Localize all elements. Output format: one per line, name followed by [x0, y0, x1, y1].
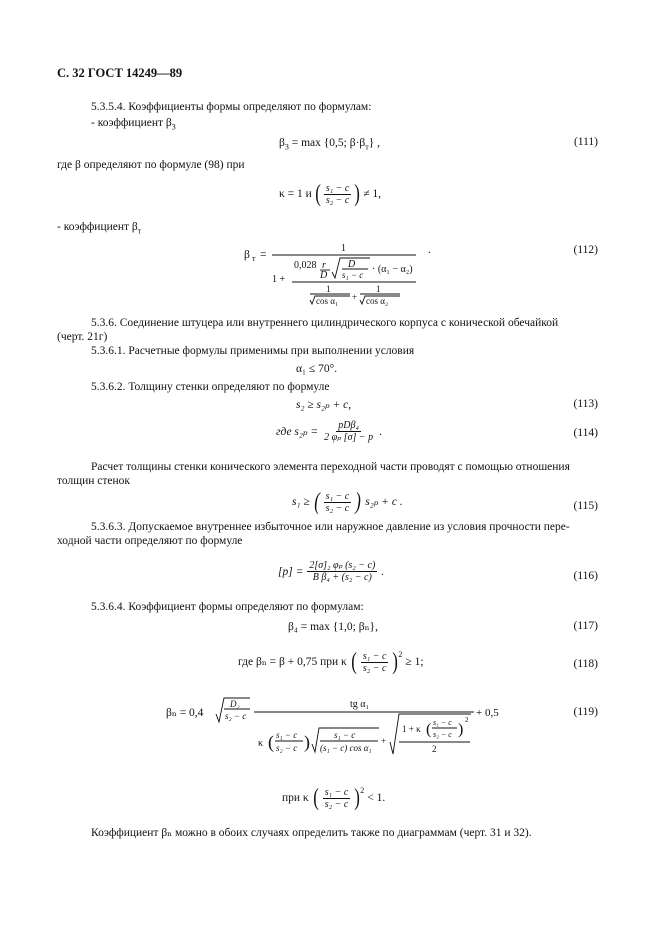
f119-lhs: βₙ = 0,4: [166, 707, 204, 719]
f112-plus: +: [352, 292, 358, 302]
f111-lhs-sub: 3: [284, 142, 289, 152]
f119-r-bot: s₂ − c: [433, 730, 452, 739]
f115-pre: s₁ ≥: [292, 496, 310, 508]
f114-top: pDβ₄: [338, 420, 359, 431]
f111-rhs-end: } ,: [368, 137, 381, 149]
formula-115: [292, 490, 403, 514]
eq-number-111: (111): [573, 136, 598, 148]
f116-pre: [p] =: [278, 565, 304, 578]
f116-top: 2[σ]₂ φₚ (s₂ − c): [309, 560, 376, 571]
para-calc-b: толщин стенок: [57, 475, 130, 487]
f114-fraction: [322, 420, 375, 443]
f119-D2: D₂: [230, 699, 240, 709]
para-5354: 5.3.5.4. Коэффициенты формы определяют по формулам:: [91, 101, 372, 113]
f119-s1c: s₁ − c: [276, 730, 298, 740]
para-536-a: 5.3.6. Соединение штуцера или внутреннего цилиндрического корпуса с конической обечайкой: [91, 317, 559, 329]
c119-fraction: [323, 787, 351, 810]
f112-one: 1: [341, 243, 346, 254]
f119-s2c-b: s₂ − c: [276, 743, 298, 753]
f112-alpha: · (α₁ − α₂): [372, 264, 413, 275]
eq-number-115: (115): [573, 500, 598, 512]
f116-fraction: [307, 560, 377, 583]
c119-exp: 2: [360, 786, 365, 795]
f116-bot: B β₄ + (s₂ − c): [312, 572, 372, 583]
para-final: Коэффициент βₙ можно в обоих случаях определить также по диаграммам (черт. 31 и 32).: [91, 827, 532, 839]
f112-dot: .: [428, 244, 431, 256]
f112-cos2: cos α₂: [366, 296, 389, 306]
f119-two: 2: [432, 744, 437, 754]
eq-number-117: (117): [573, 620, 598, 632]
eq-number-119: (119): [573, 706, 598, 718]
f118-exp: 2: [398, 650, 403, 659]
cond-119: [282, 786, 385, 810]
f115-post: s₂ₚ + c .: [365, 496, 403, 508]
eq-number-113: (113): [573, 398, 598, 410]
paren-right: ): [354, 181, 361, 207]
f118-post: ≥ 1;: [405, 656, 424, 668]
f112-s1c: s₁ − c: [342, 270, 364, 280]
formula-112: [240, 238, 440, 308]
f112-r: r: [322, 260, 326, 271]
para-5363-a: 5.3.6.3. Допускаемое внутреннее избыточное или наружное давление из условия прочности пере-: [91, 521, 570, 533]
f119-kappa: κ: [258, 738, 264, 749]
f119-inner-top: s₁ − c: [334, 730, 356, 740]
f116-post: .: [381, 565, 385, 578]
f112-inner-one: 1: [326, 284, 331, 294]
eq-number-114: (114): [573, 427, 598, 439]
para-5363-b: ходной части определяют по формуле: [57, 535, 243, 547]
f119-oneplus: 1 + κ: [402, 724, 421, 734]
cond-kappa: [279, 182, 381, 206]
f119-plus: +: [381, 736, 387, 746]
cond-kappa-pre: κ = 1 и: [279, 188, 312, 200]
f119-rrp: ): [458, 721, 464, 738]
f115-den: s₂ − c: [325, 502, 350, 514]
f112-cos1: cos α₁: [316, 296, 339, 306]
eq-number-118: (118): [573, 658, 598, 670]
f119-tg: tg α₁: [350, 699, 370, 710]
label-beta-t: [57, 220, 141, 238]
page-header: С. 32 ГОСТ 14249—89: [57, 66, 183, 80]
f112-lhs-sub: т: [252, 254, 256, 263]
f118-fraction: [361, 651, 389, 674]
label-beta3-text: - коэффициент β: [91, 117, 172, 129]
f111-rhs-sub: т: [365, 142, 369, 152]
formula-117: β₄ = max {1,0; βₙ},: [288, 621, 378, 633]
para-5364: 5.3.6.4. Коэффициент формы определяют по формулам:: [91, 601, 364, 613]
formula-118: [238, 650, 424, 674]
f115-num: s₁ − c: [325, 490, 350, 502]
f112-lhs: β: [244, 249, 250, 261]
f119-lparen: (: [268, 732, 274, 752]
formula-114: [276, 420, 382, 443]
f114-bot: 2 φₚ [σ] − p: [324, 432, 374, 443]
f112-D: D: [320, 270, 328, 281]
f119-rlp: (: [426, 721, 432, 738]
c119-den: s₂ − c: [324, 798, 349, 810]
where-beta: где β определяют по формуле (98) при: [57, 159, 245, 171]
f111-lhs: β: [279, 137, 285, 149]
para-536-b: (черт. 21г): [57, 331, 108, 343]
paren-right: ): [355, 489, 362, 515]
paren-right: ): [392, 649, 399, 675]
f112-plus1: 1 +: [272, 274, 286, 285]
f114-pre: где s₂ₚ =: [276, 425, 319, 438]
cond-kappa-post: ≠ 1,: [363, 188, 382, 200]
f119-rparen: ): [304, 732, 310, 752]
para-5362: 5.3.6.2. Толщину стенки определяют по формуле: [91, 381, 330, 393]
f118-pre: где βₙ = β + 0,75 при κ: [238, 656, 347, 668]
cond-kappa-den: s₂ − c: [325, 194, 350, 206]
f119-r-top: s₁ − c: [433, 718, 452, 727]
c119-post: < 1.: [367, 792, 386, 804]
label-beta3: [91, 116, 176, 134]
f119-inner-bot: (s₁ − c) cos α₁: [320, 743, 372, 753]
c119-num: s₁ − c: [324, 786, 349, 798]
formula-113: s₂ ≥ s₂ₚ + c,: [296, 399, 352, 411]
f118-den: s₂ − c: [362, 662, 387, 674]
label-beta3-sub: 3: [171, 122, 176, 132]
paren-right: ): [354, 785, 361, 811]
f111-rhs: = max {0,5; β·β: [288, 137, 366, 149]
para-calc-a: Расчет толщины стенки конического элемента переходной части проводят с помощью отношения: [91, 461, 570, 473]
f112-eq: =: [260, 249, 267, 261]
cond-kappa-num: s₁ − c: [325, 182, 350, 194]
f118-num: s₁ − c: [362, 650, 387, 662]
f115-fraction: [324, 491, 352, 514]
c119-pre: при κ: [282, 792, 309, 804]
f114-post: .: [379, 425, 383, 438]
label-beta-t-text: - коэффициент β: [57, 221, 138, 233]
eq-number-112: (112): [573, 244, 598, 256]
paren-left: (: [313, 489, 320, 515]
f112-c028: 0,028: [294, 260, 317, 271]
f119-exp: 2: [465, 716, 469, 724]
formula-119: [164, 692, 509, 764]
paren-left: (: [315, 181, 321, 207]
paren-left: (: [312, 785, 319, 811]
para-5361: 5.3.6.1. Расчетные формулы применимы при выполнении условия: [91, 345, 415, 357]
formula-111: [279, 136, 380, 154]
f112-inner-one-2: 1: [376, 284, 381, 294]
paren-left: (: [351, 649, 357, 675]
cond-alpha: α₁ ≤ 70°.: [296, 363, 338, 375]
label-beta-t-sub: т: [137, 226, 142, 236]
f119-s2c: s₂ − c: [225, 711, 247, 721]
formula-116: [278, 560, 384, 583]
eq-number-116: (116): [573, 570, 598, 582]
cond-kappa-fraction: [324, 183, 352, 206]
f112-sqD: D: [348, 259, 356, 270]
f119-tail: + 0,5: [476, 707, 499, 719]
